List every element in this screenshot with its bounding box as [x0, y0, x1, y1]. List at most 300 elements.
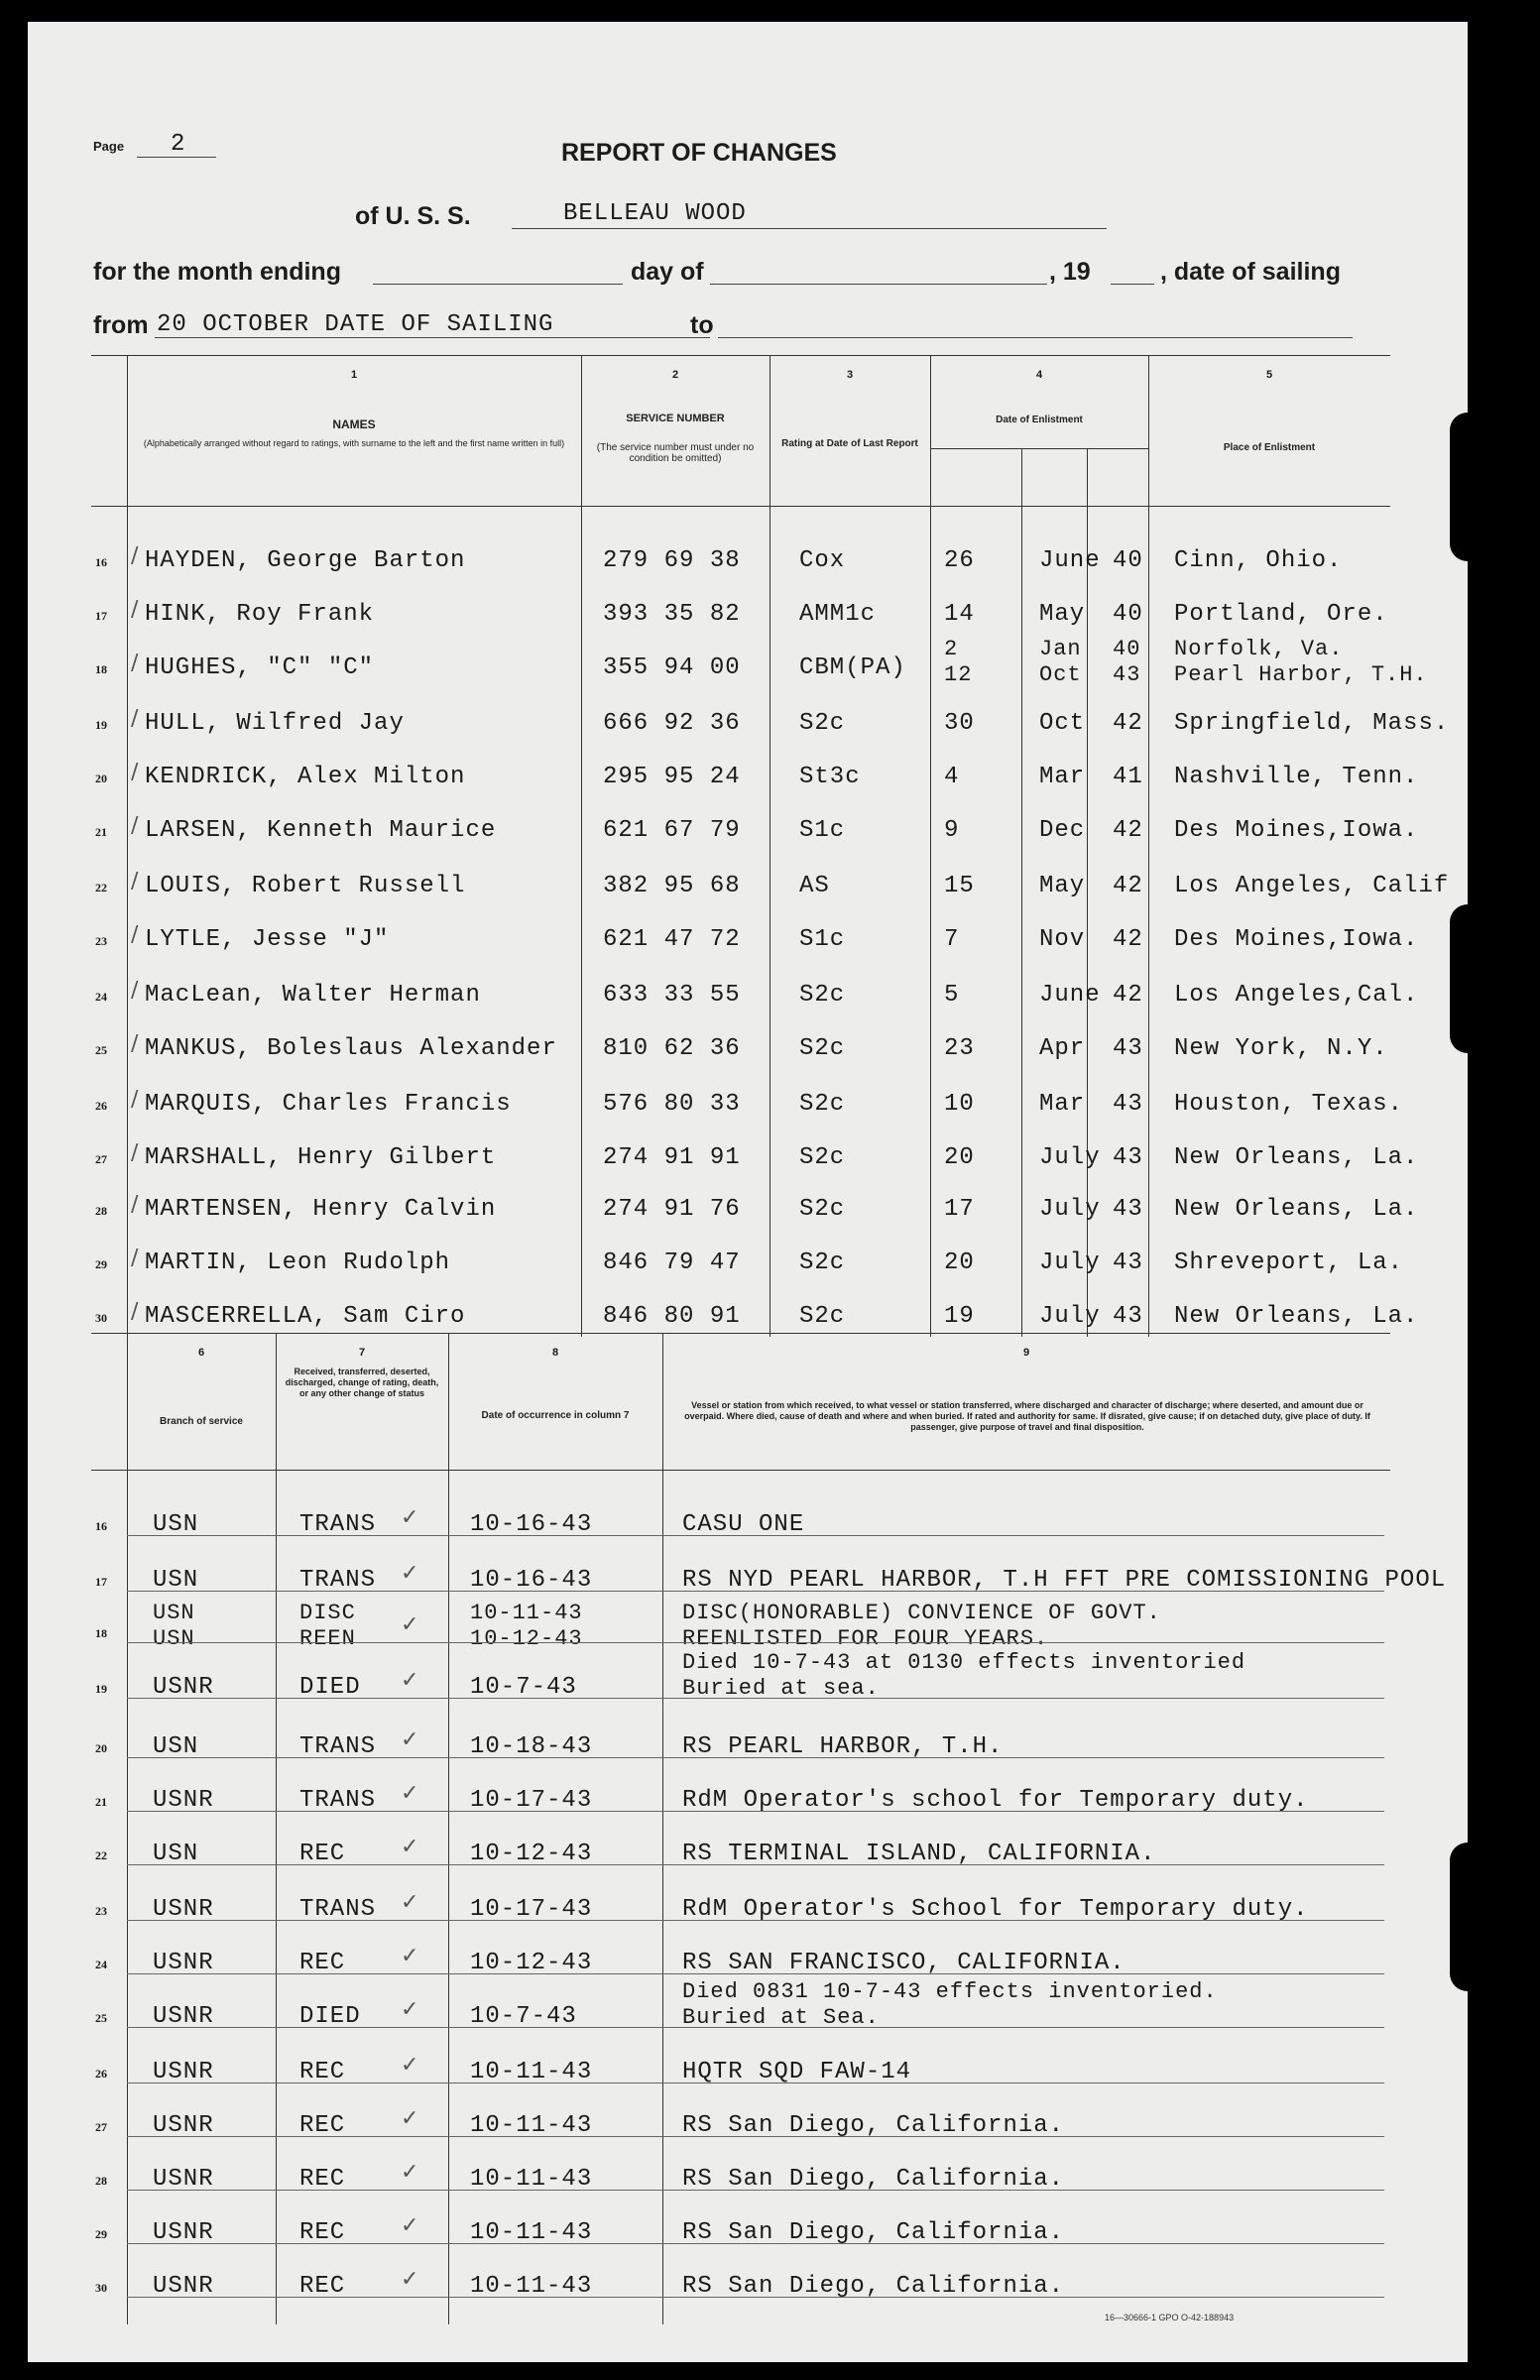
occurrence-date: 10-7-43 [470, 2003, 577, 2030]
occurrence-date: 10-7-43 [470, 1674, 577, 1701]
disposition-remarks: Buried at Sea. [682, 2005, 880, 2030]
enlist-year: 43 [1113, 1303, 1143, 1330]
enlist-month: Apr [1039, 1035, 1086, 1062]
enlist-year: 40 [1113, 547, 1143, 574]
disposition-remarks: DISC(HONORABLE) CONVIENCE OF GOVT. [682, 1601, 1161, 1625]
tick-mark-icon: ∕ [131, 1299, 139, 1324]
disposition-remarks: Died 10-7-43 at 0130 effects inventoried [682, 1650, 1246, 1675]
checkmark-icon: ✓ [401, 2213, 419, 2238]
status-change: TRANS [299, 1787, 377, 1814]
checkmark-icon: ✓ [401, 1835, 419, 1859]
enlist-month: May [1039, 873, 1086, 899]
row-number: 27 [95, 2120, 107, 2134]
checkmark-icon: ✓ [401, 1997, 419, 2022]
person-name: MARSHALL, Henry Gilbert [145, 1144, 497, 1171]
table-row [28, 1944, 1505, 1979]
occurrence-date: 10-18-43 [470, 1733, 593, 1760]
service-number: 279 69 38 [603, 547, 741, 574]
row-number: 23 [95, 934, 107, 948]
person-name: HULL, Wilfred Jay [145, 710, 405, 737]
enlist-year: 43 [1113, 662, 1141, 687]
row-number: 18 [95, 1626, 107, 1640]
checkmark-icon: ✓ [401, 2053, 419, 2078]
row-number: 26 [95, 2067, 107, 2081]
service-number: 274 91 91 [603, 1144, 741, 1171]
service-number: 633 33 55 [603, 982, 741, 1009]
from-label: from [93, 311, 149, 339]
status-change: TRANS [299, 1733, 377, 1760]
table-row [28, 1190, 1505, 1226]
branch-of-service: USN [153, 1567, 199, 1594]
status-change: REC [299, 2166, 346, 2193]
form-page [28, 22, 1505, 2362]
enlist-year: 43 [1113, 1144, 1143, 1171]
col-vessel-header: Vessel or station from which received, to what vessel or station transferred, where discharged and character of discharge; where deserted, and amount due or overpaid. Where died, cause of death and where and when buried. If rated and authority for same. If disrated, give cause; if on detached duty, give place of duty. If passenger, give purpose of travel and final disposition. [684, 1400, 1370, 1432]
table-row [28, 1029, 1505, 1065]
day-of-label: day of [631, 258, 704, 286]
checkmark-icon: ✓ [401, 1944, 419, 1968]
disposition-remarks: RdM Operator's school for Temporary duty. [682, 1787, 1309, 1814]
enlist-year: 42 [1113, 817, 1143, 844]
rating: AS [799, 873, 830, 899]
person-name: MARQUIS, Charles Francis [145, 1091, 512, 1118]
col-num-7: 7 [358, 1347, 366, 1359]
service-number: 846 80 91 [603, 1303, 741, 1330]
enlist-year: 43 [1113, 1250, 1143, 1276]
col-num-9: 9 [1022, 1347, 1030, 1359]
status-change: DIED [299, 2003, 361, 2030]
person-name: HUGHES, "C" "C" [145, 654, 375, 681]
from-value: 20 OCTOBER DATE OF SAILING [157, 311, 554, 338]
enlist-place: Shreveport, La. [1174, 1250, 1404, 1276]
checkmark-icon: ✓ [401, 1561, 419, 1586]
tick-mark-icon: ∕ [131, 543, 139, 568]
branch-of-service: USN [153, 1601, 195, 1625]
rating: S2c [799, 1035, 846, 1062]
enlist-year: 42 [1113, 710, 1143, 737]
disposition-remarks: HQTR SQD FAW-14 [682, 2059, 912, 2085]
occurrence-date: 10-12-43 [470, 1950, 593, 1976]
enlist-month: Nov [1039, 926, 1086, 953]
branch-of-service: USNR [153, 1787, 214, 1814]
enlist-day: 12 [944, 662, 973, 687]
row-number: 21 [95, 825, 107, 839]
occurrence-date: 10-17-43 [470, 1896, 593, 1923]
form-title: REPORT OF CHANGES [561, 139, 837, 167]
col-place-header: Place of Enlistment [1223, 442, 1316, 453]
enlist-day: 5 [944, 982, 960, 1009]
enlist-day: 7 [944, 926, 960, 953]
col-num-5: 5 [1265, 369, 1273, 381]
enlist-day: 10 [944, 1091, 975, 1118]
table-row [28, 2053, 1505, 2088]
rating: S2c [799, 710, 846, 737]
year-label: , 19 [1049, 258, 1091, 286]
status-change: REC [299, 1841, 346, 1867]
rating: S1c [799, 817, 846, 844]
branch-of-service: USNR [153, 1950, 214, 1976]
enlist-place: Los Angeles,Cal. [1174, 982, 1419, 1009]
row-number: 17 [95, 609, 107, 623]
disposition-remarks: Buried at sea. [682, 1676, 880, 1701]
person-name: MASCERRELLA, Sam Ciro [145, 1303, 466, 1330]
branch-of-service: USNR [153, 2003, 214, 2030]
table-row [28, 1835, 1505, 1870]
rating: S2c [799, 1196, 846, 1223]
enlist-month: Mar [1039, 764, 1086, 790]
enlist-place: New Orleans, La. [1174, 1144, 1419, 1171]
table-row [28, 2160, 1505, 2196]
enlist-place: Nashville, Tenn. [1174, 764, 1419, 790]
col-num-6: 6 [197, 1347, 205, 1359]
enlist-day: 19 [944, 1303, 975, 1330]
checkmark-icon: ✓ [401, 2267, 419, 2292]
row-number: 24 [95, 990, 107, 1004]
row-number: 28 [95, 2174, 107, 2188]
occurrence-date: 10-11-43 [470, 2166, 593, 2193]
enlist-day: 20 [944, 1250, 975, 1276]
row-number: 16 [95, 1519, 107, 1533]
service-number: 274 91 76 [603, 1196, 741, 1223]
table-row [28, 541, 1505, 577]
rating: S2c [799, 1250, 846, 1276]
checkmark-icon: ✓ [401, 1612, 419, 1637]
disposition-remarks: RS NYD PEARL HARBOR, T.H FFT PRE COMISSIONING POOL [682, 1567, 1447, 1594]
checkmark-icon: ✓ [401, 2160, 419, 2185]
rating: CBM(PA) [799, 654, 906, 681]
enlist-place: New York, N.Y. [1174, 1035, 1388, 1062]
row-number: 22 [95, 1848, 107, 1862]
enlist-month: July [1039, 1144, 1101, 1171]
enlist-month: July [1039, 1196, 1101, 1223]
table-row [28, 976, 1505, 1012]
status-change: DISC [299, 1601, 356, 1625]
tick-mark-icon: ∕ [131, 1031, 139, 1056]
tick-mark-icon: ∕ [131, 978, 139, 1003]
checkmark-icon: ✓ [401, 1668, 419, 1693]
person-name: HINK, Roy Frank [145, 601, 375, 628]
checkmark-icon: ✓ [401, 2106, 419, 2131]
occurrence-date: 10-12-43 [470, 1841, 593, 1867]
rating: S2c [799, 1144, 846, 1171]
sailing-label: , date of sailing [1160, 258, 1341, 286]
occurrence-date: 10-11-43 [470, 2059, 593, 2085]
row-number: 29 [95, 1257, 107, 1271]
branch-of-service: USN [153, 1626, 195, 1651]
enlist-year: 41 [1113, 764, 1143, 790]
row-number: 20 [95, 1741, 107, 1755]
enlist-day: 14 [944, 601, 975, 628]
tick-mark-icon: ∕ [131, 1087, 139, 1112]
row-number: 19 [95, 1682, 107, 1696]
branch-of-service: USNR [153, 1896, 214, 1923]
enlist-day: 17 [944, 1196, 975, 1223]
enlist-year: 43 [1113, 1196, 1143, 1223]
enlist-month: Oct [1039, 710, 1086, 737]
rating: S2c [799, 1091, 846, 1118]
branch-of-service: USNR [153, 2273, 214, 2300]
col-names-header: NAMES [332, 417, 376, 431]
tick-mark-icon: ∕ [131, 597, 139, 622]
enlist-place: Houston, Texas. [1174, 1091, 1404, 1118]
table-row [28, 1650, 1505, 1704]
row-number: 30 [95, 2281, 107, 2295]
occurrence-date: 10-11-43 [470, 1601, 583, 1625]
uss-label: of U. S. S. [355, 202, 471, 230]
service-number: 846 79 47 [603, 1250, 741, 1276]
enlist-year: 42 [1113, 873, 1143, 899]
col-enlist-date-header: Date of Enlistment [996, 415, 1083, 425]
row-number: 19 [95, 718, 107, 732]
enlist-place: New Orleans, La. [1174, 1196, 1419, 1223]
table-row [28, 758, 1505, 793]
col-branch-header: Branch of service [160, 1416, 243, 1427]
person-name: LARSEN, Kenneth Maurice [145, 817, 497, 844]
binder-tab [1450, 413, 1491, 561]
to-label: to [690, 311, 714, 339]
rating: S1c [799, 926, 846, 953]
form-number: 16—30666-1 GPO O-42-188943 [1105, 2313, 1235, 2322]
enlist-place: Des Moines,Iowa. [1174, 926, 1419, 953]
person-name: MANKUS, Boleslaus Alexander [145, 1035, 557, 1062]
table-row [28, 595, 1505, 631]
branch-of-service: USNR [153, 2219, 214, 2246]
occurrence-date: 10-11-43 [470, 2219, 593, 2246]
enlist-place: New Orleans, La. [1174, 1303, 1419, 1330]
person-name: MacLean, Walter Herman [145, 982, 481, 1009]
enlist-place: Norfolk, Va. [1174, 637, 1344, 661]
enlist-day: 4 [944, 764, 960, 790]
col-num-8: 8 [551, 1347, 559, 1359]
service-number: 666 92 36 [603, 710, 741, 737]
col-num-2: 2 [671, 369, 679, 381]
enlist-year: 43 [1113, 1091, 1143, 1118]
table-row [28, 1979, 1505, 2033]
disposition-remarks: CASU ONE [682, 1511, 805, 1538]
status-change: REC [299, 2273, 346, 2300]
tick-mark-icon: ∕ [131, 1246, 139, 1270]
status-change: REC [299, 2219, 346, 2246]
tick-mark-icon: ∕ [131, 651, 139, 675]
occurrence-date: 10-12-43 [470, 1626, 583, 1651]
service-number: 621 67 79 [603, 817, 741, 844]
table-row [28, 867, 1505, 902]
disposition-remarks: RS San Diego, California. [682, 2219, 1065, 2246]
status-change: REEN [299, 1626, 356, 1651]
tick-mark-icon: ∕ [131, 813, 139, 838]
page-label: Page [93, 139, 125, 154]
branch-of-service: USNR [153, 1674, 214, 1701]
table-row [28, 1138, 1505, 1174]
tick-mark-icon: ∕ [131, 922, 139, 947]
disposition-remarks: Died 0831 10-7-43 effects inventoried. [682, 1979, 1218, 2004]
enlist-day: 30 [944, 710, 975, 737]
status-change: REC [299, 2112, 346, 2139]
row-number: 24 [95, 1958, 107, 1971]
table-row [28, 1085, 1505, 1121]
row-number: 17 [95, 1575, 107, 1589]
service-number: 810 62 36 [603, 1035, 741, 1062]
service-number: 295 95 24 [603, 764, 741, 790]
enlist-day: 15 [944, 873, 975, 899]
status-change: REC [299, 1950, 346, 1976]
col-num-4: 4 [1035, 369, 1043, 381]
disposition-remarks: RS San Diego, California. [682, 2112, 1065, 2139]
status-change: TRANS [299, 1511, 377, 1538]
enlist-month: June [1039, 547, 1101, 574]
table-row [28, 1890, 1505, 1926]
col-status-header: Received, transferred, deserted, discharged, change of rating, death, or any other change of status [285, 1367, 439, 1398]
col-rating-header: Rating at Date of Last Report [781, 438, 918, 449]
service-number: 393 35 82 [603, 601, 741, 628]
person-name: MARTENSEN, Henry Calvin [145, 1196, 497, 1223]
table-row [28, 1244, 1505, 1279]
ship-name: BELLEAU WOOD [563, 200, 747, 227]
enlist-month: Dec [1039, 817, 1086, 844]
disposition-remarks: REENLISTED FOR FOUR YEARS. [682, 1626, 1049, 1651]
occurrence-date: 10-16-43 [470, 1567, 593, 1594]
enlist-day: 2 [944, 637, 959, 661]
checkmark-icon: ✓ [401, 1727, 419, 1752]
row-number: 29 [95, 2227, 107, 2241]
enlist-place: Pearl Harbor, T.H. [1174, 662, 1428, 687]
col-num-3: 3 [846, 369, 854, 381]
row-number: 30 [95, 1311, 107, 1325]
table-row [28, 2267, 1505, 2303]
person-name: MARTIN, Leon Rudolph [145, 1250, 451, 1276]
table-row [28, 2213, 1505, 2249]
rating: Cox [799, 547, 846, 574]
enlist-day: 26 [944, 547, 975, 574]
row-number: 26 [95, 1099, 107, 1113]
person-name: HAYDEN, George Barton [145, 547, 466, 574]
enlist-day: 23 [944, 1035, 975, 1062]
enlist-month: Oct [1039, 662, 1082, 687]
service-number: 382 95 68 [603, 873, 741, 899]
status-change: DIED [299, 1674, 361, 1701]
status-change: TRANS [299, 1896, 377, 1923]
table-row [28, 1781, 1505, 1817]
enlist-year: 43 [1113, 1035, 1143, 1062]
disposition-remarks: RS PEARL HARBOR, T.H. [682, 1733, 1004, 1760]
branch-of-service: USNR [153, 2166, 214, 2193]
enlist-month: May [1039, 601, 1086, 628]
tick-mark-icon: ∕ [131, 760, 139, 784]
person-name: LOUIS, Robert Russell [145, 873, 466, 899]
enlist-year: 42 [1113, 926, 1143, 953]
col-names-note: (Alphabetically arranged without regard to ratings, with surname to the left and the first name written in full) [143, 438, 565, 448]
row-number: 22 [95, 881, 107, 894]
checkmark-icon: ✓ [401, 1781, 419, 1806]
table-row [28, 1601, 1505, 1651]
enlist-day: 20 [944, 1144, 975, 1171]
tick-mark-icon: ∕ [131, 1140, 139, 1165]
col-occurrence-header: Date of occurrence in column 7 [481, 1410, 630, 1421]
enlist-month: July [1039, 1250, 1101, 1276]
tick-mark-icon: ∕ [131, 706, 139, 731]
enlist-month: Mar [1039, 1091, 1086, 1118]
month-label: for the month ending [93, 258, 341, 286]
table-row [28, 811, 1505, 847]
service-number: 576 80 33 [603, 1091, 741, 1118]
disposition-remarks: RdM Operator's School for Temporary duty. [682, 1896, 1309, 1923]
occurrence-date: 10-17-43 [470, 1787, 593, 1814]
rating: St3c [799, 764, 861, 790]
col-service-note: (The service number must under no condition be omitted) [596, 442, 755, 464]
status-change: TRANS [299, 1567, 377, 1594]
service-number: 621 47 72 [603, 926, 741, 953]
disposition-remarks: RS TERMINAL ISLAND, CALIFORNIA. [682, 1841, 1156, 1867]
branch-of-service: USN [153, 1841, 199, 1867]
checkmark-icon: ✓ [401, 1505, 419, 1530]
enlist-month: July [1039, 1303, 1101, 1330]
enlist-place: Cinn, Ohio. [1174, 547, 1343, 574]
row-number: 16 [95, 555, 107, 569]
branch-of-service: USN [153, 1733, 199, 1760]
enlist-year: 40 [1113, 637, 1141, 661]
enlist-place: Portland, Ore. [1174, 601, 1388, 628]
disposition-remarks: RS SAN FRANCISCO, CALIFORNIA. [682, 1950, 1125, 1976]
occurrence-date: 10-11-43 [470, 2112, 593, 2139]
enlist-month: Jan [1039, 637, 1082, 661]
enlist-year: 42 [1113, 982, 1143, 1009]
table-row [28, 637, 1505, 687]
person-name: LYTLE, Jesse "J" [145, 926, 390, 953]
row-number: 21 [95, 1795, 107, 1809]
table-row [28, 1297, 1505, 1333]
table-row [28, 920, 1505, 956]
disposition-remarks: RS San Diego, California. [682, 2166, 1065, 2193]
row-number: 28 [95, 1204, 107, 1218]
person-name: KENDRICK, Alex Milton [145, 764, 466, 790]
branch-of-service: USNR [153, 2112, 214, 2139]
tick-mark-icon: ∕ [131, 1192, 139, 1217]
row-number: 27 [95, 1152, 107, 1166]
table-row [28, 2106, 1505, 2142]
col-num-1: 1 [350, 369, 358, 381]
row-number: 25 [95, 2011, 107, 2025]
disposition-remarks: RS San Diego, California. [682, 2273, 1065, 2300]
table-row [28, 1505, 1505, 1541]
branch-of-service: USNR [153, 2059, 214, 2085]
row-number: 25 [95, 1043, 107, 1057]
enlist-place: Des Moines,Iowa. [1174, 817, 1419, 844]
rating: S2c [799, 1303, 846, 1330]
col-service-header: SERVICE NUMBER [626, 413, 725, 424]
enlist-day: 9 [944, 817, 960, 844]
occurrence-date: 10-16-43 [470, 1511, 593, 1538]
occurrence-date: 10-11-43 [470, 2273, 593, 2300]
enlist-place: Springfield, Mass. [1174, 710, 1450, 737]
status-change: REC [299, 2059, 346, 2085]
table-row [28, 704, 1505, 740]
enlist-place: Los Angeles, Calif [1174, 873, 1450, 899]
checkmark-icon: ✓ [401, 1890, 419, 1915]
branch-of-service: USN [153, 1511, 199, 1538]
table-row [28, 1727, 1505, 1763]
table-row [28, 1561, 1505, 1597]
enlist-year: 40 [1113, 601, 1143, 628]
row-number: 20 [95, 772, 107, 785]
row-number: 23 [95, 1904, 107, 1918]
enlist-month: June [1039, 982, 1101, 1009]
rating: AMM1c [799, 601, 877, 628]
service-number: 355 94 00 [603, 654, 741, 681]
page-number: 2 [171, 131, 186, 158]
row-number: 18 [95, 662, 107, 676]
rating: S2c [799, 982, 846, 1009]
tick-mark-icon: ∕ [131, 869, 139, 893]
